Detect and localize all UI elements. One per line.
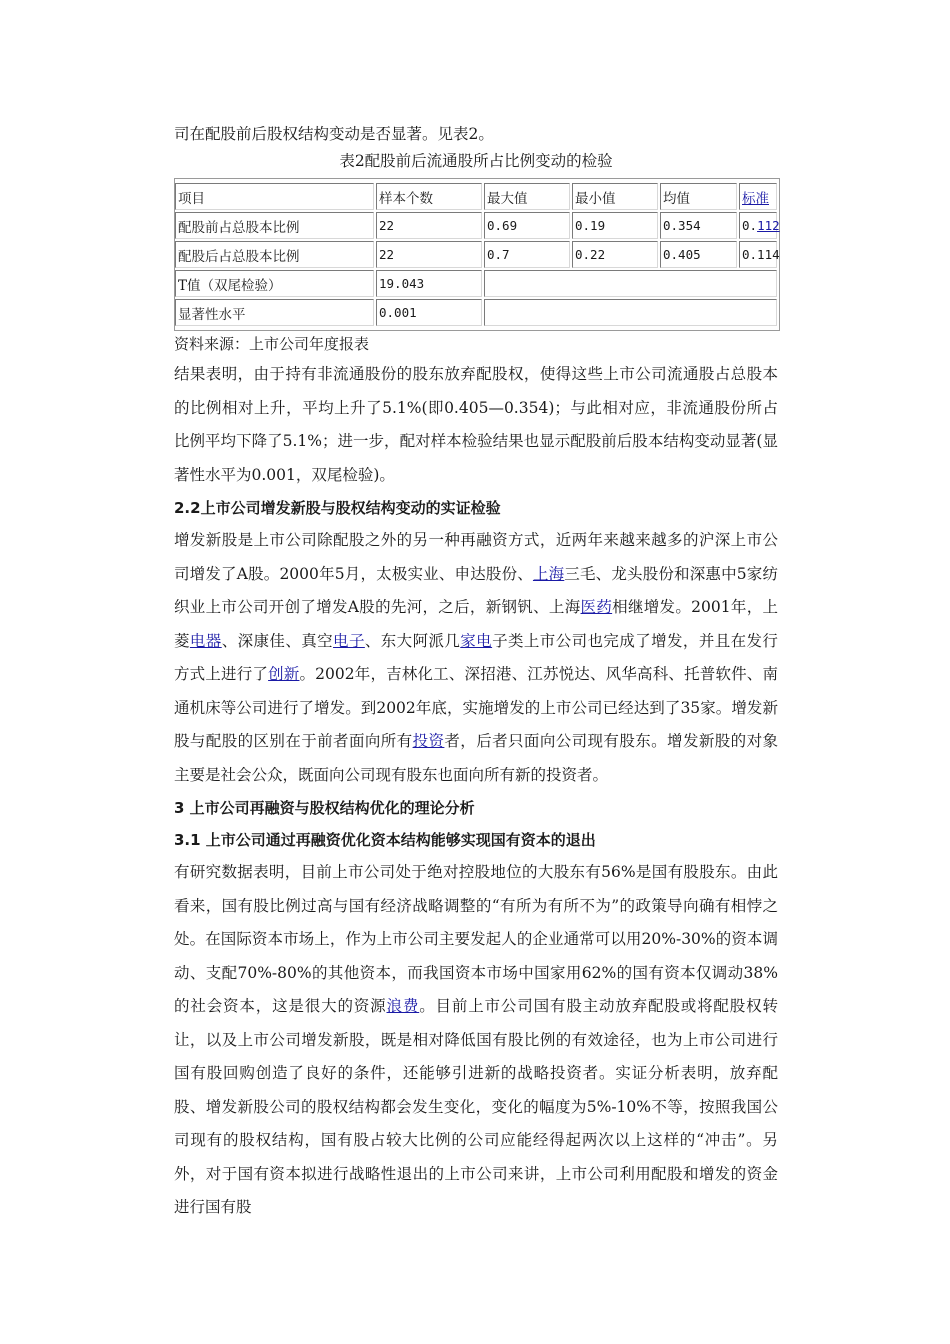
text-run: 三毛、龙头股份和深惠中5家纺织业上市公司开创了增发A股的先河，之后，新钢钒、上海 (174, 564, 778, 616)
text-run: 。目前上市公司国有股主动放弃配股或将配股权转让，以及上市公司增发新股，既是相对降低国有股比例的有效途径，也为上市公司进行国有股回购创造了良好的条件，还能够引进新的战略投资者。实证分析表明，放弃配股、增发新股公司的股权结构都会发生变化，变化的幅度为5%-10%不等，按照我国公司现有的股权结构，国有股占较大比例的公司应能经得起两次以上这样的“冲击”。另外，对于国有资本拟进行战略性退出的上市公司来讲，上市公司利用配股和增发的资金进行国有股 (174, 997, 778, 1216)
cell-sample: 22 (376, 241, 482, 268)
paragraph-state-capital (174, 856, 778, 1225)
table-row (175, 212, 777, 239)
text-run: 相继增发。2001年，上菱 (174, 598, 778, 650)
cell-std-link[interactable]: 112 (757, 218, 780, 233)
link-electronics[interactable]: 电子 (333, 631, 365, 650)
cell-max: 0.69 (484, 212, 570, 239)
cell-mean: 0.354 (660, 212, 737, 239)
header-std-cell (739, 183, 777, 210)
cell-std (739, 212, 780, 239)
header-min: 最小值 (572, 183, 658, 210)
link-innovation[interactable]: 创新 (268, 665, 300, 683)
header-item: 项目 (175, 183, 374, 210)
t-value-row (175, 270, 777, 297)
cell-min: 0.19 (572, 212, 658, 239)
table-row (175, 241, 777, 268)
header-std-link[interactable]: 标准 (742, 190, 769, 207)
link-electric[interactable]: 电器 (189, 631, 222, 650)
section-heading-3-1: 3.1 上市公司通过再融资优化资本结构能够实现国有资本的退出 (174, 831, 596, 849)
stats-table-frame (174, 178, 780, 331)
cell-max: 0.7 (484, 241, 570, 268)
cell-mean: 0.405 (660, 241, 737, 268)
section-heading-2-2: 2.2上市公司增发新股与股权结构变动的实证检验 (174, 499, 501, 517)
significance-value: 0.001 (376, 299, 482, 326)
text-run: 有研究数据表明，目前上市公司处于绝对控股地位的大股东有56%是国有股股东。由此看来，国有股比例过高与国有经济战略调整的“有所为有所不为”的政策导向确有相悖之处。在国际资本市场上，作为上市公司主要发起人的企业通常可以用20%-30%的资本调动、支配70%-80%的其他资本，而我国资本市场中国家用62%的国有资本仅调动38%的社会资本，这是很大的资源 (174, 863, 778, 1015)
cell-min: 0.22 (572, 241, 658, 268)
section-heading-3: 3 上市公司再融资与股权结构优化的理论分析 (174, 799, 475, 817)
table-source: 资料来源：上市公司年度报表 (174, 335, 370, 353)
paragraph-results: 结果表明，由于持有非流通股份的股东放弃配股权，使得这些上市公司流通股占总股本的比例相对上升，平均上升了5.1%(即0.405—0.354)；与此相对应，非流通股份所占比例平均下降了5.1%；进一步，配对样本检验结果也显示配股前后股本结构变动显著(显著性水平为0.001，双尾检验)。 (174, 365, 778, 484)
header-sample-count: 样本个数 (376, 183, 482, 210)
t-value: 19.043 (376, 270, 482, 297)
significance-empty (484, 299, 777, 326)
text-run: 、东大阿派几 (364, 631, 461, 650)
stats-table (173, 181, 779, 328)
document-page (174, 120, 778, 1225)
significance-label: 显著性水平 (175, 299, 374, 326)
header-mean: 均值 (660, 183, 737, 210)
link-waste[interactable]: 浪费 (386, 997, 420, 1015)
table-header-row (175, 183, 777, 210)
link-shanghai[interactable]: 上海 (532, 564, 565, 583)
text-run: 者，后者只面向公司现有股东。增发新股的对象主要是社会公众，既面向公司现有股东也面向所有新的投资者。 (174, 732, 778, 784)
text-run: 、深康佳、真空 (221, 631, 334, 650)
paragraph-seo (174, 524, 778, 792)
text-run: 。2002年，吉林化工、深招港、江苏悦达、风华高科、托普软件、南通机床等公司进行了增发。到2002年底，实施增发的上市公司已经达到了35家。增发新股与配股的区别在于前者面向所有 (174, 665, 778, 750)
row-label: 配股前占总股本比例 (175, 212, 374, 239)
significance-row (175, 299, 777, 326)
link-investment[interactable]: 投资 (412, 732, 445, 750)
row-label: 配股后占总股本比例 (175, 241, 374, 268)
intro-line: 司在配股前后股权结构变动是否显著。见表2。 (174, 125, 494, 143)
cell-sample: 22 (376, 212, 482, 239)
cell-std-prefix: 0. (742, 218, 758, 233)
t-value-label: T值（双尾检验） (175, 270, 374, 297)
header-max: 最大值 (484, 183, 570, 210)
text-run: 子类上市公司也完成了增发，并且在发行方式上进行了 (174, 631, 778, 683)
t-value-empty (484, 270, 777, 297)
table-caption: 表2配股前后流通股所占比例变动的检验 (339, 152, 613, 170)
link-appliance[interactable]: 家电 (460, 631, 493, 650)
text-run: 增发新股是上市公司除配股之外的另一种再融资方式，近两年来越来越多的沪深上市公司增发了A股。2000年5月，太极实业、申达股份、 (174, 531, 778, 583)
link-pharma[interactable]: 医药 (580, 598, 613, 616)
cell-std: 0.114 (739, 241, 777, 268)
